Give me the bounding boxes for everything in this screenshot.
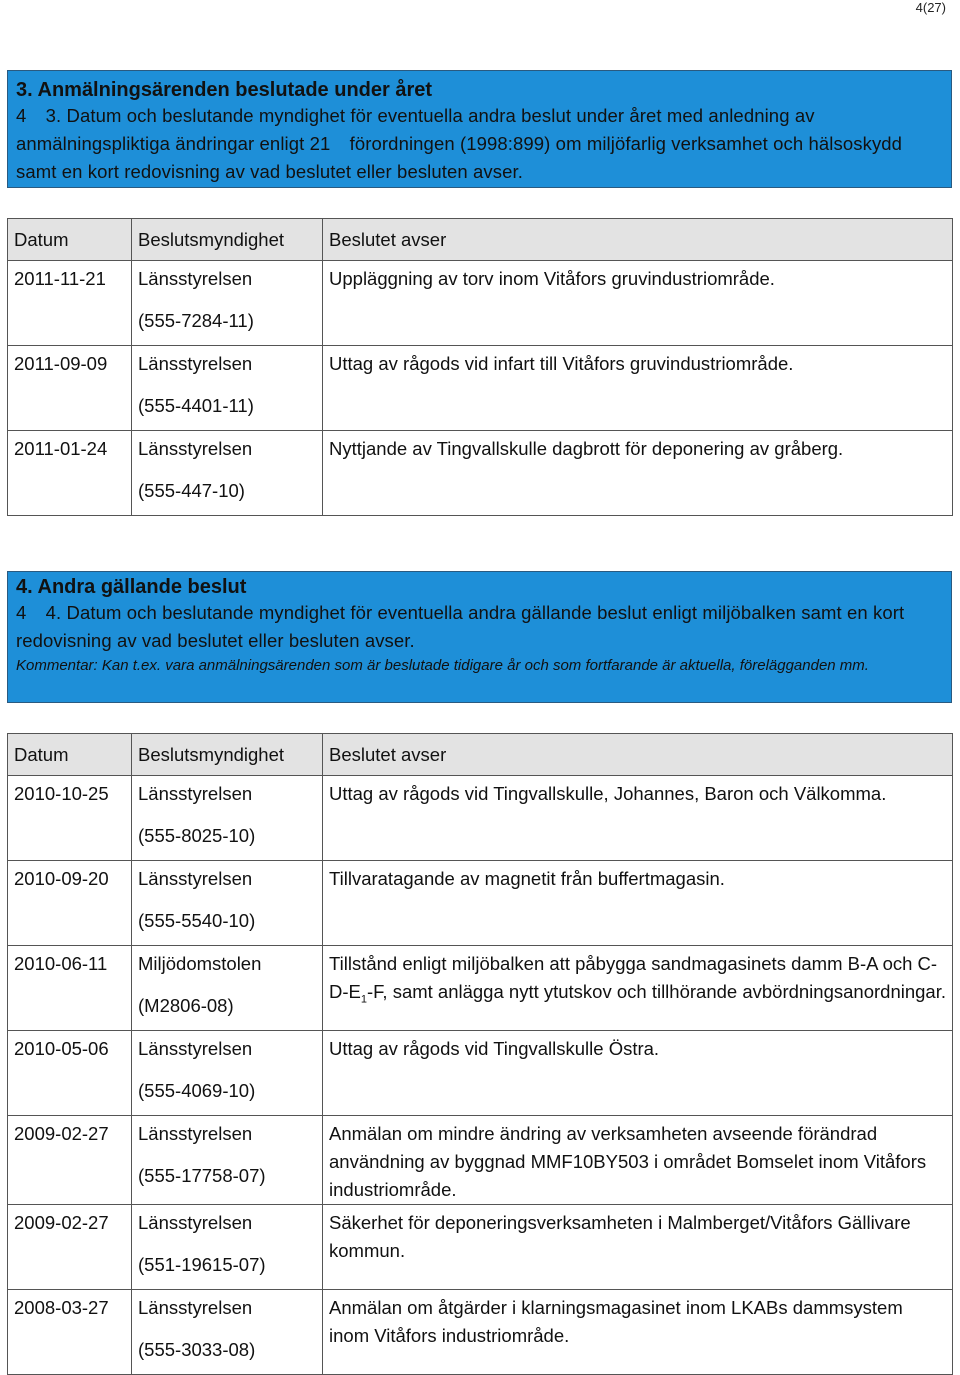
table-header-row (8, 734, 953, 776)
page-number: 4(27) (915, 0, 946, 15)
table-row (8, 261, 953, 346)
row-authority: Länsstyrelsen (138, 268, 253, 289)
column-header-subject: Beslutet avser (323, 734, 953, 776)
column-header-authority: Beslutsmyndighet (132, 734, 323, 776)
decisions-table-3 (7, 218, 953, 516)
column-header-authority: Beslutsmyndighet (132, 219, 323, 261)
row-authority: Länsstyrelsen (138, 438, 253, 459)
row-date: 2009-02-27 (14, 1212, 109, 1233)
row-date: 2010-05-06 (14, 1038, 109, 1059)
table-row (8, 1290, 953, 1375)
section-4-description (16, 599, 943, 655)
section-4-box (7, 571, 952, 703)
row-subject: Anmälan om åtgärder i klarningsmagasinet inom LKABs dammsystem inom Vitåfors industriområde. (329, 1297, 903, 1346)
row-authority: Länsstyrelsen (138, 783, 253, 804)
row-subject: Uttag av rågods vid Tingvallskulle, Johannes, Baron och Välkomma. (329, 783, 887, 804)
row-subject: Säkerhet för deponeringsverksamheten i Malmberget/Vitåfors Gällivare kommun. (329, 1212, 911, 1261)
section-4-title: 4. Andra gällande beslut (16, 576, 247, 598)
row-date: 2011-09-09 (14, 353, 108, 374)
row-authority: Länsstyrelsen (138, 868, 253, 889)
row-date: 2011-11-21 (14, 268, 106, 289)
row-case-number: (555-447-10) (138, 480, 245, 501)
row-case-number: (551-19615-07) (138, 1254, 266, 1275)
section-4-description-text: 4. Datum och beslutande myndighet för eventuella andra gällande beslut enligt miljöbalken samt en kort redovisning av vad beslutet eller besluten avser. (16, 602, 905, 651)
row-subject: Uttag av rågods vid infart till Vitåfors gruvindustriområde. (329, 353, 794, 374)
row-case-number: (555-4069-10) (138, 1080, 256, 1101)
row-subject: Tillvaratagande av magnetit från buffertmagasin. (329, 868, 725, 889)
row-subject: Uppläggning av torv inom Vitåfors gruvindustriområde. (329, 268, 775, 289)
row-case-number: (555-4401-11) (138, 395, 254, 416)
row-case-number: (555-17758-07) (138, 1165, 266, 1186)
section-3-prefix: 4 (16, 105, 27, 126)
row-date: 2008-03-27 (14, 1297, 109, 1318)
section-3-description-text: 3. Datum och beslutande myndighet för eventuella andra beslut under året med anledning av anmälningspliktiga ändringar enligt 21 (16, 105, 815, 154)
table-row (8, 1116, 953, 1205)
decisions-table-4 (7, 733, 953, 1375)
section-3-box (7, 70, 952, 188)
table-row (8, 346, 953, 431)
section-3-description-text-2: förordningen (1998:899) om miljöfarlig verksamhet och hälsoskydd samt en kort redovisning av vad beslutet eller besluten avser. (16, 133, 903, 182)
table-row (8, 1031, 953, 1116)
row-subject-subscript: 1 (360, 993, 367, 1006)
table-header-row (8, 219, 953, 261)
row-subject: Uttag av rågods vid Tingvallskulle Östra. (329, 1038, 660, 1059)
row-date: 2011-01-24 (14, 438, 108, 459)
row-subject: Anmälan om mindre ändring av verksamheten avseende förändrad användning av byggnad MMF10BY503 i området Bomselet inom Vitåfors industriområde. (329, 1123, 927, 1200)
row-case-number: (555-7284-11) (138, 310, 254, 331)
row-authority: Länsstyrelsen (138, 353, 253, 374)
column-header-subject: Beslutet avser (323, 219, 953, 261)
row-case-number: (M2806-08) (138, 995, 234, 1016)
row-date: 2010-06-11 (14, 953, 108, 974)
row-case-number: (555-5540-10) (138, 910, 256, 931)
table-row (8, 431, 953, 516)
row-subject (329, 946, 946, 1014)
section-3-title: 3. Anmälningsärenden beslutade under året (16, 79, 433, 101)
row-case-number: (555-8025-10) (138, 825, 256, 846)
row-authority: Miljödomstolen (138, 953, 262, 974)
table-row (8, 861, 953, 946)
row-subject-part-b: -F, samt anlägga nytt ytutskov och tillhörande avbördningsanordningar. (367, 981, 946, 1002)
row-authority: Länsstyrelsen (138, 1038, 253, 1059)
row-date: 2010-10-25 (14, 783, 109, 804)
section-4-prefix: 4 (16, 602, 27, 623)
row-authority: Länsstyrelsen (138, 1212, 253, 1233)
column-header-date: Datum (8, 219, 132, 261)
row-subject: Nyttjande av Tingvallskulle dagbrott för deponering av gråberg. (329, 438, 844, 459)
row-case-number: (555-3033-08) (138, 1339, 256, 1360)
section-3-description (16, 102, 943, 186)
table-row (8, 1205, 953, 1290)
row-subject-part-a: Tillstånd enligt miljöbalken att påbygga sandmagasinets damm B-A och C-D-E (329, 953, 938, 1002)
column-header-date: Datum (8, 734, 132, 776)
row-authority: Länsstyrelsen (138, 1123, 253, 1144)
section-4-comment: Kommentar: Kan t.ex. vara anmälningsärenden som är beslutade tidigare år och som fortfarande är aktuella, förelägganden mm. (16, 657, 869, 674)
table-row (8, 776, 953, 861)
row-date: 2010-09-20 (14, 868, 109, 889)
table-row (8, 946, 953, 1031)
row-authority: Länsstyrelsen (138, 1297, 253, 1318)
row-date: 2009-02-27 (14, 1123, 109, 1144)
